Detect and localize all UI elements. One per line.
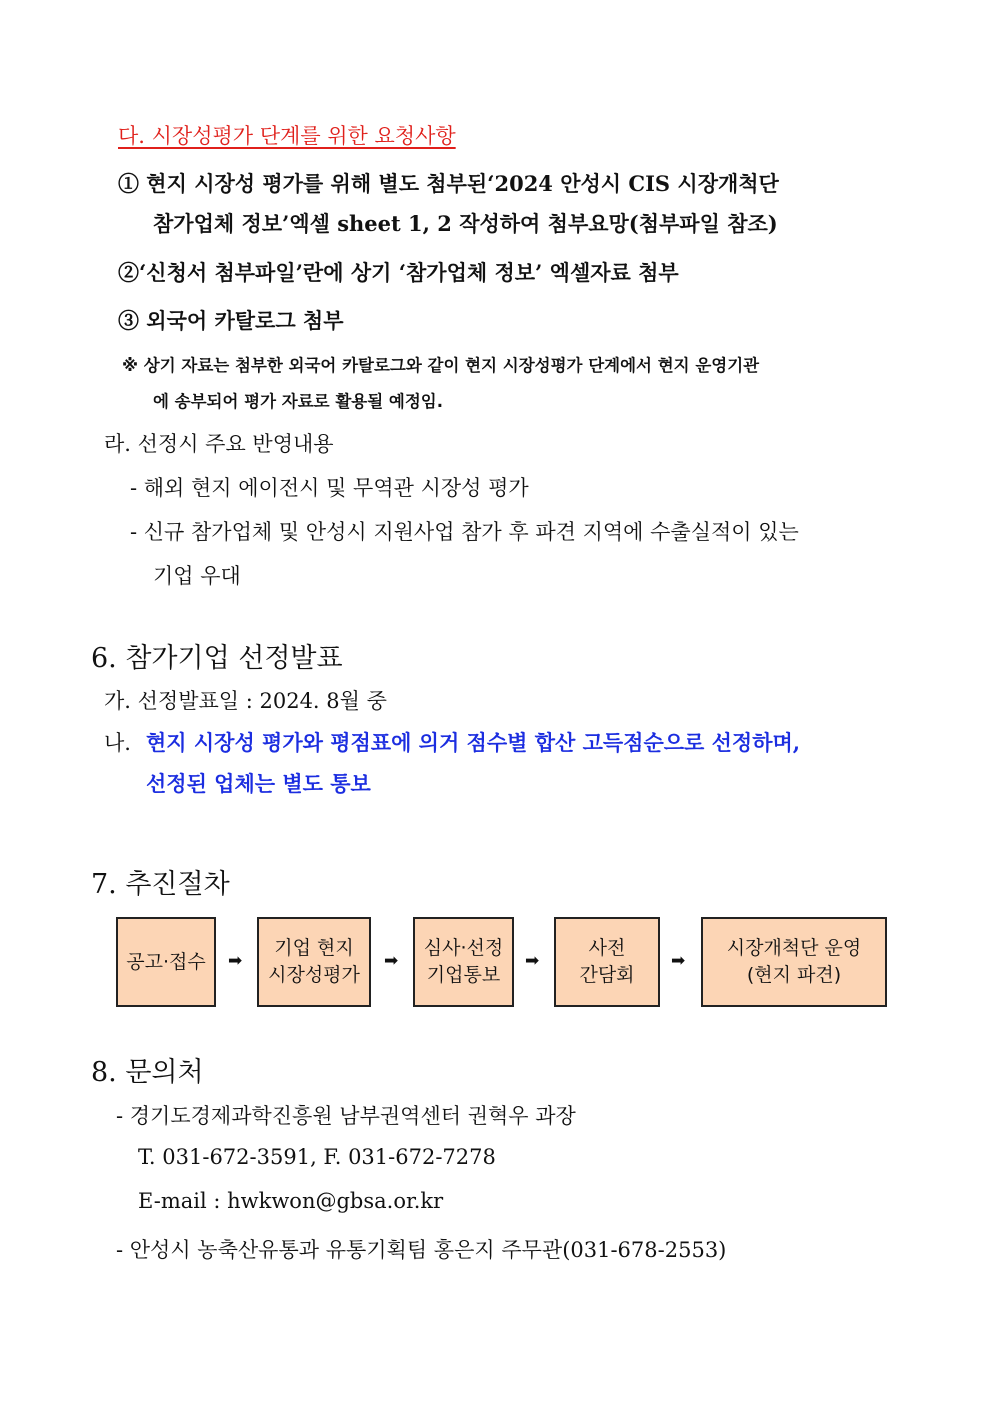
- note-line1: ※ 상기 자료는 첨부한 외국어 카탈로그와 같이 현지 시장성평가 단계에서 현지 운영기관: [122, 356, 760, 375]
- arrow-right-icon: ➡: [384, 951, 399, 971]
- item3: ③ 외국어 카탈로그 첨부: [118, 308, 344, 333]
- step-5-line1: 시장개척단 운영: [726, 937, 862, 959]
- contact-phone-fax: T. 031-672-3591, F. 031-672-7278: [138, 1145, 496, 1169]
- ra-bullet2-line1: - 신규 참가업체 및 안성시 지원사업 참가 후 파견 지역에 수출실적이 있는: [130, 520, 799, 544]
- item1-line2: 참가업체 정보’엑셀 sheet 1, 2 작성하여 첨부요망(첨부파일 참조): [153, 211, 778, 236]
- step-4-line1: 사전: [588, 937, 626, 959]
- arrow-right-icon: ➡: [228, 951, 243, 971]
- contact-anseong: - 안성시 농축산유통과 유통기획팀 홍은지 주무관(031-678-2553): [116, 1238, 727, 1262]
- process-step-3: [413, 917, 514, 1007]
- selection-method-line2: 선정된 업체는 별도 통보: [146, 771, 371, 796]
- step-4-line2: 간담회: [579, 964, 635, 986]
- process-step-1: [116, 917, 216, 1007]
- section-da-title: 다. 시장성평가 단계를 위한 요청사항: [118, 124, 456, 148]
- step-2-line1: 기업 현지: [274, 937, 354, 959]
- section7-heading: 7. 추진절차: [91, 869, 230, 900]
- section6-heading: 6. 참가기업 선정발표: [91, 643, 343, 674]
- selection-method-prefix: 나.: [104, 731, 131, 755]
- item2: ②‘신청서 첨부파일’란에 상기 ‘참가업체 정보’ 엑셀자료 첨부: [118, 260, 679, 285]
- item1-line1: ① 현지 시장성 평가를 위해 별도 첨부된‘2024 안성시 CIS 시장개척단: [118, 171, 779, 196]
- step-1-label: 공고·접수: [126, 950, 206, 973]
- step-3-line2: 기업통보: [426, 964, 501, 986]
- selection-date: 가. 선정발표일 : 2024. 8월 중: [104, 689, 387, 713]
- step-3-line1: 심사·선정: [423, 937, 504, 959]
- process-step-4: [554, 917, 660, 1007]
- section-ra-title: 라. 선정시 주요 반영내용: [104, 432, 334, 456]
- step-2-line2: 시장성평가: [268, 964, 360, 986]
- process-step-2: [257, 917, 371, 1007]
- note-line2: 에 송부되어 평가 자료로 활용될 예정임.: [153, 392, 444, 411]
- arrow-right-icon: ➡: [671, 951, 686, 971]
- step-5-line2: (현지 파견): [746, 964, 842, 986]
- process-step-5: [701, 917, 887, 1007]
- selection-method-line1: 현지 시장성 평가와 평점표에 의거 점수별 합산 고득점순으로 선정하며,: [146, 730, 801, 755]
- ra-bullet2-line2: 기업 우대: [153, 564, 241, 588]
- contact-gbsa: - 경기도경제과학진흥원 남부권역센터 권혁우 과장: [116, 1104, 576, 1128]
- contact-email: E-mail : hwkwon@gbsa.or.kr: [138, 1189, 444, 1213]
- ra-bullet1: - 해외 현지 에이전시 및 무역관 시장성 평가: [130, 476, 529, 500]
- arrow-right-icon: ➡: [525, 951, 540, 971]
- section8-heading: 8. 문의처: [91, 1057, 204, 1088]
